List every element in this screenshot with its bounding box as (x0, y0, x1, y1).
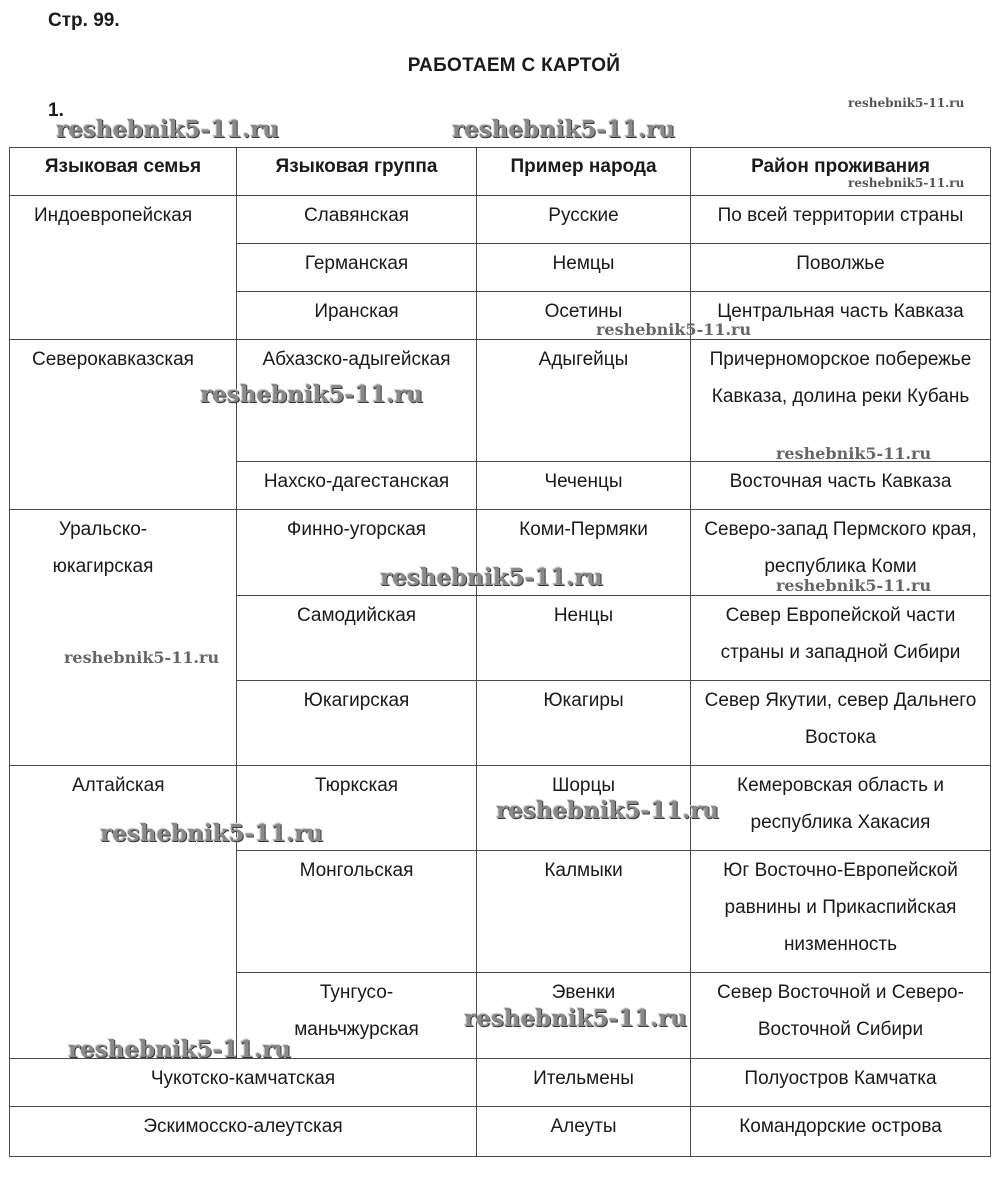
group-cell: Иранская (237, 292, 477, 340)
group-cell: Монгольская (237, 851, 477, 973)
area-cell: Северо-запад Пермского края, республика Коми (691, 510, 991, 596)
table-row (10, 340, 991, 462)
people-cell: Юкагиры (477, 681, 691, 766)
area-cell: Командорские острова (691, 1107, 991, 1157)
area-cell: Север Европейской части страны и западной Сибири (691, 596, 991, 681)
column-header-area: Район проживания (691, 148, 991, 196)
group-cell: Финно-угорская (237, 510, 477, 596)
page-label: Стр. 99. (48, 10, 120, 31)
watermark: reshebnik5-11.ru (100, 820, 323, 847)
family-cell: Алтайская (10, 766, 237, 1059)
column-header-family: Языковая семья (10, 148, 237, 196)
column-header-group: Языковая группа (237, 148, 477, 196)
table-row (10, 766, 991, 851)
people-cell: Коми-Пермяки (477, 510, 691, 596)
people-cell: Шорцы (477, 766, 691, 851)
watermark: reshebnik5-11.ru (452, 116, 675, 143)
watermark: reshebnik5-11.ru (200, 381, 423, 408)
area-cell: Восточная часть Кавказа (691, 462, 991, 510)
group-cell: Самодийская (237, 596, 477, 681)
table-row (10, 510, 991, 596)
watermark: reshebnik5-11.ru (68, 1036, 291, 1063)
area-cell: Кемеровская область и республика Хакасия (691, 766, 991, 851)
table-row (10, 1107, 991, 1157)
people-cell: Эвенки (477, 973, 691, 1059)
column-header-people: Пример народа (477, 148, 691, 196)
group-cell: Тюркская (237, 766, 477, 851)
language-families-table (9, 147, 991, 1157)
area-cell: Север Якутии, север Дальнего Востока (691, 681, 991, 766)
watermark: reshebnik5-11.ru (464, 1005, 687, 1032)
watermark: reshebnik5-11.ru (56, 116, 279, 143)
watermark: reshebnik5-11.ru (596, 320, 752, 339)
people-cell: Алеуты (477, 1107, 691, 1157)
watermark: reshebnik5-11.ru (776, 576, 932, 595)
area-cell: Юг Восточно-Европейской равнины и Прикаспийская низменность (691, 851, 991, 973)
family-cell: Эскимосско-алеутская (10, 1107, 477, 1157)
group-cell: Юкагирская (237, 681, 477, 766)
watermark: reshebnik5-11.ru (848, 176, 965, 190)
people-cell: Осетины (477, 292, 691, 340)
watermark: reshebnik5-11.ru (380, 564, 603, 591)
area-cell: Полуостров Камчатка (691, 1059, 991, 1107)
group-cell: Абхазско-адыгейская (237, 340, 477, 462)
watermark: reshebnik5-11.ru (64, 648, 220, 667)
watermark: reshebnik5-11.ru (848, 96, 965, 110)
group-cell: Германская (237, 244, 477, 292)
family-cell: Чукотско-камчатская (10, 1059, 477, 1107)
group-cell: Нахско-дагестанская (237, 462, 477, 510)
people-cell: Адыгейцы (477, 340, 691, 462)
family-cell: Индоевропейская (10, 196, 237, 340)
area-cell: По всей территории страны (691, 196, 991, 244)
task-number: 1. (48, 100, 64, 121)
group-cell: Тунгусо-маньчжурская (237, 973, 477, 1059)
people-cell: Чеченцы (477, 462, 691, 510)
table-header-row (10, 148, 991, 196)
people-cell: Немцы (477, 244, 691, 292)
family-cell: Северокавказская (10, 340, 237, 510)
people-cell: Ительмены (477, 1059, 691, 1107)
area-cell: Причерноморское побережье Кавказа, долина реки Кубань (691, 340, 991, 462)
table-row (10, 1059, 991, 1107)
people-cell: Русские (477, 196, 691, 244)
people-cell: Ненцы (477, 596, 691, 681)
area-cell: Центральная часть Кавказа (691, 292, 991, 340)
watermark: reshebnik5-11.ru (496, 797, 719, 824)
family-cell: Уральско-юкагирская (10, 510, 237, 766)
group-cell: Славянская (237, 196, 477, 244)
people-cell: Калмыки (477, 851, 691, 973)
area-cell: Поволжье (691, 244, 991, 292)
area-cell: Север Восточной и Северо-Восточной Сибири (691, 973, 991, 1059)
section-heading: РАБОТАЕМ С КАРТОЙ (407, 55, 621, 76)
table-row (10, 196, 991, 244)
watermark: reshebnik5-11.ru (776, 444, 932, 463)
